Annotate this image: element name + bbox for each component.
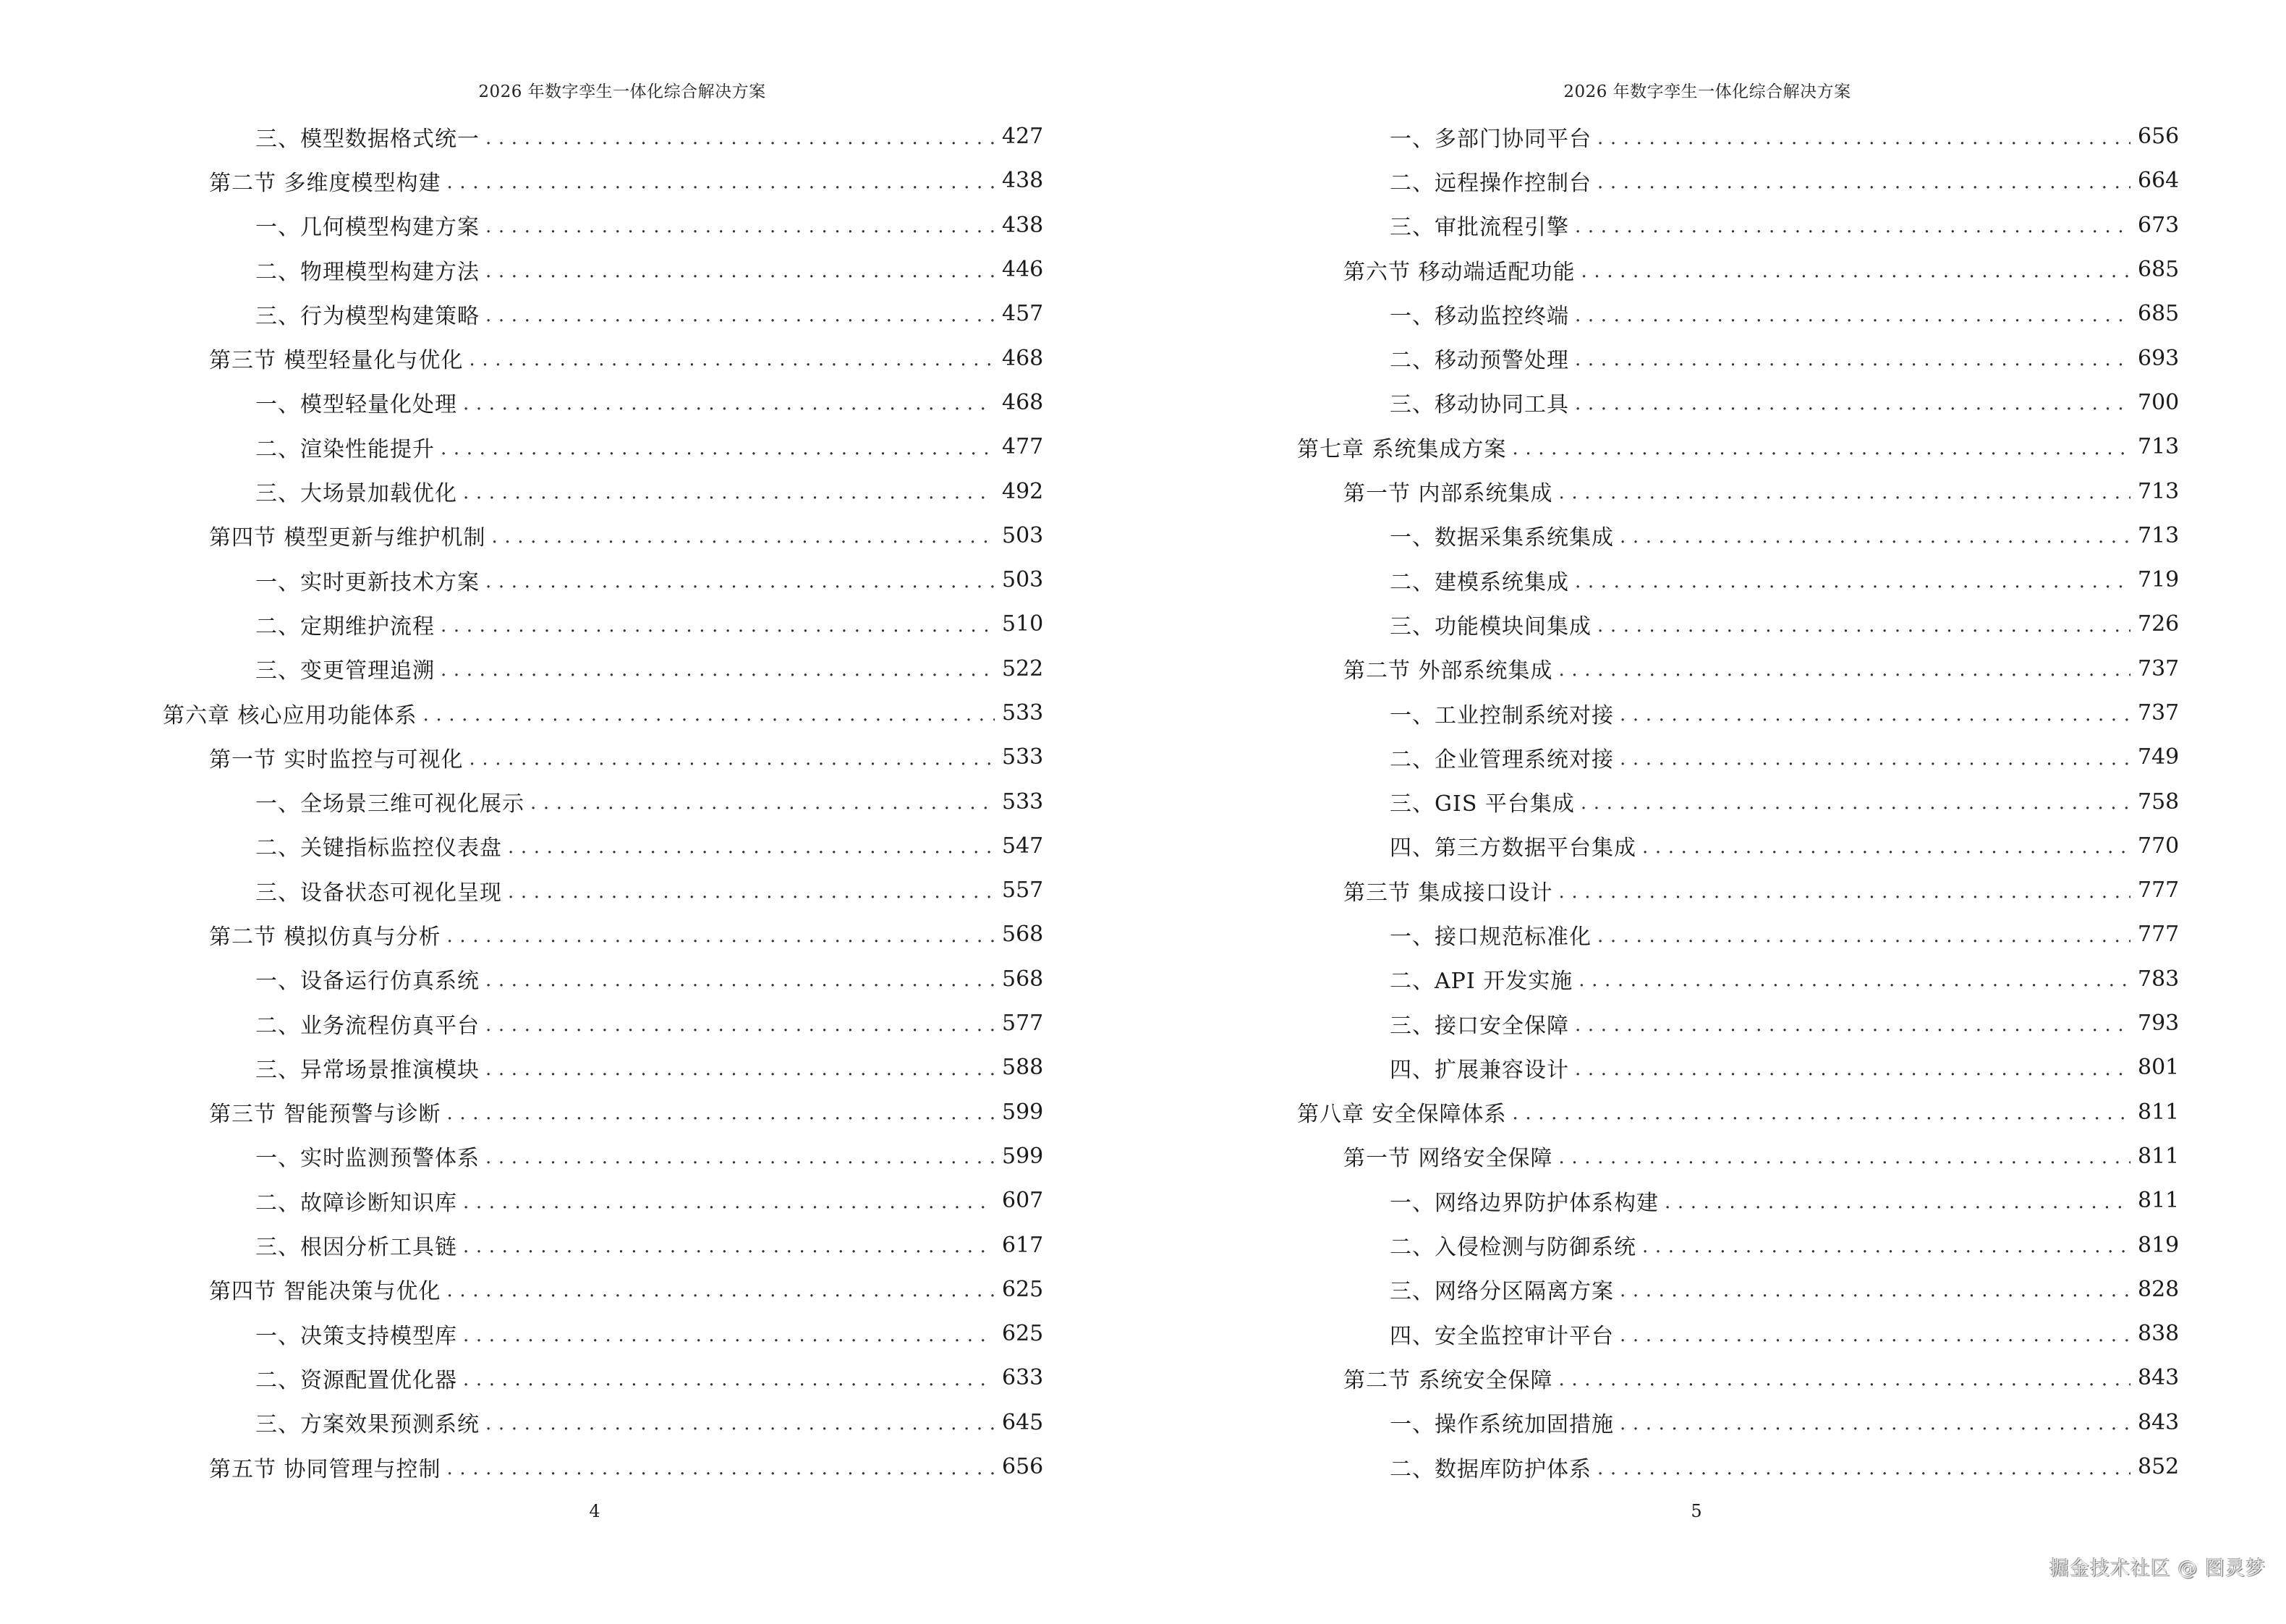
toc-entry-page: 607 <box>1002 1188 1044 1214</box>
toc-item-entry[interactable] <box>163 1045 1044 1089</box>
dot-leader <box>1559 1147 2130 1168</box>
toc-entry-title: 二、入侵检测与防御系统 <box>1390 1235 1636 1261</box>
dot-leader <box>1575 1058 2130 1080</box>
toc-item-entry[interactable] <box>163 602 1044 646</box>
toc-section-entry[interactable] <box>163 1090 1044 1134</box>
toc-entry-page: 673 <box>2138 212 2180 238</box>
dot-leader <box>1597 127 2130 149</box>
dot-leader <box>1597 1458 2130 1479</box>
toc-item-entry[interactable] <box>1297 1445 2180 1489</box>
dot-leader <box>485 1014 995 1036</box>
toc-entry-page: 685 <box>2138 301 2180 327</box>
toc-item-entry[interactable] <box>1297 1400 2180 1445</box>
toc-entry-title: 第二节 多维度模型构建 <box>209 170 441 196</box>
toc-entry-page: 577 <box>1002 1011 1044 1037</box>
toc-item-entry[interactable] <box>163 868 1044 912</box>
toc-entry-title: 三、异常场景推演模块 <box>255 1057 480 1083</box>
toc-entry-title: 三、功能模块间集成 <box>1390 613 1592 639</box>
toc-entry-title: 第二节 外部系统集成 <box>1343 658 1553 684</box>
toc-item-entry[interactable] <box>163 779 1044 823</box>
toc-entry-title: 一、实时监测预警体系 <box>255 1146 480 1172</box>
toc-entry-title: 四、第三方数据平台集成 <box>1390 836 1636 862</box>
toc-entry-page: 547 <box>1002 833 1044 859</box>
dot-leader <box>1575 216 2130 237</box>
dot-leader <box>463 482 995 503</box>
toc-entry-title: 二、API 开发实施 <box>1390 969 1573 995</box>
toc-entry-page: 477 <box>1002 434 1044 460</box>
toc-entry-page: 427 <box>1002 124 1044 150</box>
toc-item-entry[interactable] <box>1297 957 2180 1001</box>
toc-entry-page: 625 <box>1002 1321 1044 1347</box>
toc-entry-page: 713 <box>2138 522 2180 548</box>
toc-entry-title: 四、扩展兼容设计 <box>1390 1057 1569 1083</box>
toc-entry-page: 588 <box>1002 1055 1044 1081</box>
toc-entry-title: 一、模型轻量化处理 <box>255 392 457 418</box>
dot-leader <box>441 615 995 637</box>
toc-entry-title: 一、操作系统加固措施 <box>1390 1412 1614 1438</box>
toc-entry-page: 843 <box>2138 1365 2180 1391</box>
page-number: 5 <box>1691 1501 1702 1521</box>
dot-leader <box>447 1458 995 1479</box>
toc-entry-page: 749 <box>2138 744 2180 770</box>
dot-leader <box>1642 1236 2130 1257</box>
toc-entry-title: 一、几何模型构建方案 <box>255 215 480 241</box>
toc-item-entry[interactable] <box>163 1178 1044 1223</box>
dot-leader <box>485 1147 995 1168</box>
toc-item-entry[interactable] <box>1297 1223 2180 1267</box>
dot-leader <box>441 438 995 459</box>
toc-entry-page: 828 <box>2138 1276 2180 1302</box>
toc-entry-title: 二、远程操作控制台 <box>1390 170 1592 196</box>
toc-entry-page: 737 <box>2138 655 2180 681</box>
toc-entry-title: 三、移动协同工具 <box>1390 392 1569 418</box>
dot-leader <box>1597 171 2130 193</box>
toc-entry-title: 第四节 智能决策与优化 <box>209 1279 441 1305</box>
toc-entry-title: 二、建模系统集成 <box>1390 569 1569 595</box>
toc-entry-page: 599 <box>1002 1099 1044 1125</box>
toc-entry-page: 438 <box>1002 168 1044 194</box>
toc-entry-page: 503 <box>1002 522 1044 548</box>
toc-item-entry[interactable] <box>163 1134 1044 1178</box>
toc-entry-page: 522 <box>1002 655 1044 681</box>
toc-section-entry[interactable] <box>163 158 1044 203</box>
toc-entry-title: 二、物理模型构建方法 <box>255 259 480 285</box>
dot-leader <box>447 171 995 193</box>
dot-leader <box>1559 482 2130 503</box>
toc-entry-title: 一、网络边界防护体系构建 <box>1390 1190 1659 1216</box>
toc-entry-page: 438 <box>1002 212 1044 238</box>
toc-section-entry[interactable] <box>1297 1356 2180 1400</box>
dot-leader <box>1642 836 2130 858</box>
toc-item-entry[interactable] <box>1297 203 2180 247</box>
toc-entry-title: 三、GIS 平台集成 <box>1390 791 1575 817</box>
toc-item-entry[interactable] <box>1297 602 2180 646</box>
toc-entry-page: 599 <box>1002 1143 1044 1169</box>
toc-item-entry[interactable] <box>163 1001 1044 1045</box>
dot-leader <box>508 881 995 903</box>
dot-leader <box>463 1325 995 1346</box>
toc-entry-page: 492 <box>1002 478 1044 504</box>
toc-item-entry[interactable] <box>1297 1178 2180 1223</box>
toc-item-entry[interactable] <box>1297 114 2180 158</box>
toc-entry-title: 二、关键指标监控仪表盘 <box>255 836 502 862</box>
toc-entry-page: 719 <box>2138 567 2180 593</box>
watermark: 掘金技术社区 @ 图灵梦 <box>2049 1557 2266 1580</box>
toc-entry-title: 三、变更管理追溯 <box>255 658 435 684</box>
toc-entry-page: 811 <box>2138 1188 2180 1214</box>
dot-leader <box>485 305 995 326</box>
toc-entry-page: 726 <box>2138 611 2180 637</box>
toc-entry-title: 第三节 集成接口设计 <box>1343 880 1553 906</box>
toc-entry-page: 737 <box>2138 700 2180 726</box>
toc-item-entry[interactable] <box>163 1356 1044 1400</box>
toc-entry-title: 二、业务流程仿真平台 <box>255 1013 480 1039</box>
toc-entry-title: 一、全场景三维可视化展示 <box>255 791 524 817</box>
toc-entry-page: 645 <box>1002 1409 1044 1435</box>
toc-entry-title: 二、渲染性能提升 <box>255 436 435 462</box>
toc-entry-page: 617 <box>1002 1232 1044 1258</box>
toc-entry-title: 一、设备运行仿真系统 <box>255 969 480 995</box>
toc-item-entry[interactable] <box>163 1311 1044 1356</box>
toc-entry-title: 一、决策支持模型库 <box>255 1323 457 1349</box>
dot-leader <box>447 1102 995 1124</box>
toc-item-entry[interactable] <box>1297 912 2180 956</box>
toc-entry-title: 第六节 移动端适配功能 <box>1343 259 1576 285</box>
toc-item-entry[interactable] <box>1297 691 2180 735</box>
dot-leader <box>492 526 995 548</box>
toc-entry-title: 三、审批流程引擎 <box>1390 215 1569 241</box>
toc-entry-page: 811 <box>2138 1143 2180 1169</box>
toc-entry-page: 656 <box>2138 124 2180 150</box>
toc-entry-title: 第一节 网络安全保障 <box>1343 1146 1553 1172</box>
toc-entry-page: 633 <box>1002 1365 1044 1391</box>
toc-entry-page: 503 <box>1002 567 1044 593</box>
dot-leader <box>463 1236 995 1257</box>
dot-leader <box>1513 438 2130 459</box>
dot-leader <box>508 836 995 858</box>
dot-leader <box>1559 881 2130 903</box>
toc-entry-page: 770 <box>2138 833 2180 859</box>
toc-entry-title: 第五节 协同管理与控制 <box>209 1456 441 1482</box>
dot-leader <box>1575 349 2130 370</box>
dot-leader <box>1559 659 2130 681</box>
dot-leader <box>485 260 995 282</box>
toc-list <box>1297 114 2180 1489</box>
toc-entry-title: 三、接口安全保障 <box>1390 1013 1569 1039</box>
toc-entry-page: 468 <box>1002 345 1044 371</box>
toc-entry-page: 793 <box>2138 1011 2180 1037</box>
toc-entry-title: 一、工业控制系统对接 <box>1390 702 1614 728</box>
dot-leader <box>1575 305 2130 326</box>
toc-entry-title: 第六章 核心应用功能体系 <box>163 702 417 728</box>
toc-entry-title: 一、移动监控终端 <box>1390 303 1569 329</box>
toc-entry-page: 510 <box>1002 611 1044 637</box>
dot-leader <box>485 216 995 237</box>
toc-item-entry[interactable] <box>1297 558 2180 602</box>
toc-item-entry[interactable] <box>163 1400 1044 1445</box>
toc-section-entry[interactable] <box>163 912 1044 956</box>
toc-item-entry[interactable] <box>163 1223 1044 1267</box>
toc-item-entry[interactable] <box>163 824 1044 868</box>
toc-page-right <box>1143 0 2286 1624</box>
toc-entry-title: 一、接口规范标准化 <box>1390 924 1592 950</box>
toc-item-entry[interactable] <box>1297 779 2180 823</box>
toc-item-entry[interactable] <box>1297 1001 2180 1045</box>
toc-entry-page: 568 <box>1002 922 1044 948</box>
toc-entry-title: 二、企业管理系统对接 <box>1390 747 1614 773</box>
toc-entry-title: 第一节 实时监控与可视化 <box>209 747 464 773</box>
dot-leader <box>447 925 995 947</box>
dot-leader <box>1575 393 2130 414</box>
toc-entry-page: 664 <box>2138 168 2180 194</box>
toc-entry-page: 713 <box>2138 478 2180 504</box>
toc-entry-title: 三、方案效果预测系统 <box>255 1412 480 1438</box>
dot-leader <box>1578 969 2130 991</box>
toc-chapter-entry[interactable] <box>1297 425 2180 469</box>
toc-item-entry[interactable] <box>1297 1311 2180 1356</box>
toc-item-entry[interactable] <box>1297 824 2180 868</box>
toc-entry-page: 843 <box>2138 1409 2180 1435</box>
dot-leader <box>485 969 995 991</box>
dot-leader <box>463 393 995 414</box>
toc-item-entry[interactable] <box>1297 381 2180 425</box>
toc-entry-page: 533 <box>1002 788 1044 815</box>
toc-entry-title: 三、行为模型构建策略 <box>255 303 480 329</box>
toc-entry-page: 468 <box>1002 389 1044 415</box>
toc-entry-title: 第七章 系统集成方案 <box>1297 436 1507 462</box>
toc-entry-title: 第一节 内部系统集成 <box>1343 481 1553 507</box>
dot-leader <box>1575 1014 2130 1036</box>
dot-leader <box>1620 704 2130 726</box>
toc-entry-page: 557 <box>1002 877 1044 904</box>
toc-item-entry[interactable] <box>1297 292 2180 336</box>
toc-entry-page: 625 <box>1002 1276 1044 1302</box>
toc-section-entry[interactable] <box>163 514 1044 558</box>
toc-entry-title: 第八章 安全保障体系 <box>1297 1102 1507 1128</box>
toc-entry-title: 二、故障诊断知识库 <box>255 1190 457 1216</box>
toc-section-entry[interactable] <box>163 735 1044 779</box>
toc-entry-page: 533 <box>1002 744 1044 770</box>
dot-leader <box>1620 1325 2130 1346</box>
toc-item-entry[interactable] <box>1297 1267 2180 1311</box>
toc-section-entry[interactable] <box>1297 247 2180 292</box>
dot-leader <box>485 1058 995 1080</box>
toc-section-entry[interactable] <box>1297 469 2180 513</box>
toc-entry-page: 783 <box>2138 966 2180 992</box>
toc-entry-title: 三、模型数据格式统一 <box>255 126 480 152</box>
toc-entry-page: 568 <box>1002 966 1044 992</box>
toc-list <box>163 114 1044 1489</box>
toc-entry-title: 第三节 模型轻量化与优化 <box>209 348 464 374</box>
dot-leader <box>1665 1191 2130 1213</box>
toc-entry-page: 852 <box>2138 1454 2180 1480</box>
dot-leader <box>447 1280 995 1301</box>
toc-item-entry[interactable] <box>163 469 1044 513</box>
toc-item-entry[interactable] <box>1297 514 2180 558</box>
dot-leader <box>1620 1413 2130 1434</box>
dot-leader <box>1575 571 2130 592</box>
toc-entry-title: 第二节 系统安全保障 <box>1343 1367 1553 1393</box>
toc-section-entry[interactable] <box>1297 647 2180 691</box>
toc-entry-page: 777 <box>2138 922 2180 948</box>
toc-entry-page: 656 <box>1002 1454 1044 1480</box>
dot-leader <box>1513 1102 2130 1124</box>
toc-entry-page: 819 <box>2138 1232 2180 1258</box>
toc-entry-title: 一、实时更新技术方案 <box>255 569 480 595</box>
toc-item-entry[interactable] <box>1297 336 2180 380</box>
toc-item-entry[interactable] <box>163 381 1044 425</box>
dot-leader <box>1581 260 2130 282</box>
toc-item-entry[interactable] <box>163 247 1044 292</box>
toc-entry-title: 一、多部门协同平台 <box>1390 126 1592 152</box>
toc-item-entry[interactable] <box>163 558 1044 602</box>
toc-item-entry[interactable] <box>163 203 1044 247</box>
toc-entry-page: 457 <box>1002 301 1044 327</box>
dot-leader <box>1597 925 2130 947</box>
toc-item-entry[interactable] <box>1297 1045 2180 1089</box>
toc-entry-page: 446 <box>1002 257 1044 283</box>
toc-entry-page: 838 <box>2138 1321 2180 1347</box>
toc-entry-page: 533 <box>1002 700 1044 726</box>
dot-leader <box>485 571 995 592</box>
dot-leader <box>1581 792 2130 814</box>
toc-section-entry[interactable] <box>163 336 1044 380</box>
toc-section-entry[interactable] <box>1297 1134 2180 1178</box>
dot-leader <box>1559 1369 2130 1390</box>
dot-leader <box>441 659 995 681</box>
toc-item-entry[interactable] <box>163 425 1044 469</box>
toc-entry-title: 四、安全监控审计平台 <box>1390 1323 1614 1349</box>
dot-leader <box>1620 526 2130 548</box>
toc-entry-title: 第二节 模拟仿真与分析 <box>209 924 441 950</box>
page-number: 4 <box>589 1501 600 1521</box>
toc-entry-title: 第三节 智能预警与诊断 <box>209 1102 441 1128</box>
dot-leader <box>463 1191 995 1213</box>
toc-entry-page: 693 <box>2138 345 2180 371</box>
toc-entry-title: 二、移动预警处理 <box>1390 348 1569 374</box>
dot-leader <box>1620 1280 2130 1301</box>
toc-section-entry[interactable] <box>163 1445 1044 1489</box>
toc-chapter-entry[interactable] <box>163 691 1044 735</box>
dot-leader <box>469 349 995 370</box>
dot-leader <box>1620 748 2130 770</box>
toc-section-entry[interactable] <box>1297 868 2180 912</box>
dot-leader <box>463 1369 995 1390</box>
toc-entry-page: 700 <box>2138 389 2180 415</box>
dot-leader <box>469 748 995 770</box>
toc-entry-title: 三、设备状态可视化呈现 <box>255 880 502 906</box>
toc-entry-title: 二、定期维护流程 <box>255 613 435 639</box>
dot-leader <box>423 704 995 726</box>
toc-chapter-entry[interactable] <box>1297 1090 2180 1134</box>
dot-leader <box>530 792 995 814</box>
page-header: 2026 年数字孪生一体化综合解决方案 <box>478 82 766 101</box>
toc-item-entry[interactable] <box>163 957 1044 1001</box>
dot-leader <box>485 127 995 149</box>
toc-item-entry[interactable] <box>163 292 1044 336</box>
toc-entry-page: 685 <box>2138 257 2180 283</box>
toc-entry-page: 801 <box>2138 1055 2180 1081</box>
page-header: 2026 年数字孪生一体化综合解决方案 <box>1563 82 1851 101</box>
toc-entry-title: 二、数据库防护体系 <box>1390 1456 1592 1482</box>
toc-entry-title: 一、数据采集系统集成 <box>1390 525 1614 551</box>
dot-leader <box>1597 615 2130 637</box>
toc-entry-page: 777 <box>2138 877 2180 904</box>
toc-entry-title: 第四节 模型更新与维护机制 <box>209 525 486 551</box>
toc-entry-title: 二、资源配置优化器 <box>255 1367 457 1393</box>
toc-item-entry[interactable] <box>1297 158 2180 203</box>
toc-entry-page: 713 <box>2138 434 2180 460</box>
toc-item-entry[interactable] <box>163 647 1044 691</box>
toc-entry-title: 三、网络分区隔离方案 <box>1390 1279 1614 1305</box>
toc-entry-page: 758 <box>2138 788 2180 815</box>
toc-entry-page: 811 <box>2138 1099 2180 1125</box>
toc-item-entry[interactable] <box>1297 735 2180 779</box>
toc-item-entry[interactable] <box>163 114 1044 158</box>
toc-entry-title: 三、根因分析工具链 <box>255 1235 457 1261</box>
dot-leader <box>485 1413 995 1434</box>
toc-entry-title: 三、大场景加载优化 <box>255 481 457 507</box>
toc-section-entry[interactable] <box>163 1267 1044 1311</box>
